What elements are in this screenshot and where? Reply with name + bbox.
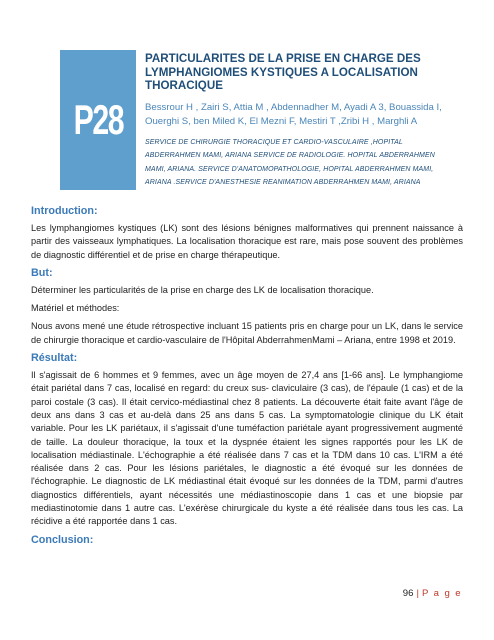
affiliations: SERVICE DE CHIRURGIE THORACIQUE ET CARDIO-VASCULAIRE ,HOPITAL ABDERRAHMEN MAMI, ARIANA SERVICE DE RADIOLOGIE. HOPITAL ABDERRAHMEN MAMI, ARIANA. SERVICE D'ANATOMOPATHOLOGIE, HOPITAL ABDERRAHMEN MAMI, ARIANA .SERVICE D'ANESTHESIE REANIMATION ABDERRAHMEN MAMI, ARIANA	[145, 138, 435, 186]
page-number: 96	[402, 588, 414, 599]
poster-number-badge	[60, 50, 136, 190]
conclusion-heading: Conclusion:	[31, 533, 94, 546]
but-heading: But:	[31, 266, 53, 279]
page-word: P a g e	[421, 588, 462, 599]
footer-separator: |	[416, 588, 419, 599]
article-title	[145, 52, 445, 93]
page-footer	[403, 588, 462, 599]
methods-label: Matériel et méthodes:	[31, 303, 120, 314]
results-heading: Résultat:	[31, 352, 78, 365]
but-text: Déterminer les particularités de la prise en charge des LK de localisation thoracique.	[31, 284, 374, 295]
author-list: Bessrour H , Zairi S, Attia M , Abdennadher M, Ayadi A 3, Bouassida I, Ouerghi S, ben Miled K, El Mezni F, Mestiri T ,Zribi H , Marghli A	[145, 101, 442, 127]
methods-text: Nous avons mené une étude rétrospective incluant 15 patients pris en charge pour un LK, dans le service de chirurgie thoracique et cardio-vasculaire de l'Hôpital AbderrahmenMami – Ariana, entre 1998 et 2019.	[31, 321, 463, 345]
results-text: Il s'agissait de 6 hommes et 9 femmes, avec un âge moyen de 27,4 ans [1-66 ans]. Le lymphangiome était pariétal dans 7 cas, localisé en regard: du creux sus- claviculaire (3 cas), de l'épaule (1 cas) et de la paroi costale (3 cas). Il était cervico-médiastinal chez 8 patients. La découverte était faite avant l'âge de deux ans dans 3 cas et au-delà dans 25 ans dans 5 cas. La symptomatologie clinique du LK était variable. Pour les LK pariétaux, il s'agissait d'une tuméfaction pariétale ayant progressivement augmenté de taille. La douleur thoracique, la toux et la dyspnée étaient les signes rapportés pour les LK de localisation médiastinale. L'échographie a été réalisée dans 7 cas et la TDM dans 10 cas. L'IRM a été réalisée dans 2 cas. Pour les lésions pariétales, le diagnostic a été évoqué sur les données de l'échographie. Le diagnostic de LK médiastinal était évoqué sur les données de la TDM, parmi d'autres diagnostics différentiels, ayant nécessités une médiastinoscopie dans 1 cas et une biopsie par mediastinotomie dans 1 autre cas. L'exérèse chirurgicale du kyste a été réalisée dans tous les cas. La récidive a été rapportée dans 1 cas.	[31, 370, 463, 527]
title-line-3: THORACIQUE	[145, 79, 223, 93]
poster-number: P28	[73, 96, 123, 143]
title-line-1: PARTICULARITES DE LA PRISE EN CHARGE DES	[145, 52, 421, 65]
intro-text: Les lymphangiomes kystiques (LK) sont des lésions bénignes malformatives qui prennent naissance à partir des vaisseaux lymphatiques. La localisation thoracique est rare, mais pose souvent des problèmes de diagnostic différentiel et de prise en charge thérapeutique.	[31, 223, 463, 260]
article-body	[31, 205, 463, 551]
article-header	[145, 52, 445, 189]
title-line-2: LYMPHANGIOMES KYSTIQUES A LOCALISATION	[145, 65, 418, 79]
intro-heading: Introduction:	[31, 205, 98, 217]
